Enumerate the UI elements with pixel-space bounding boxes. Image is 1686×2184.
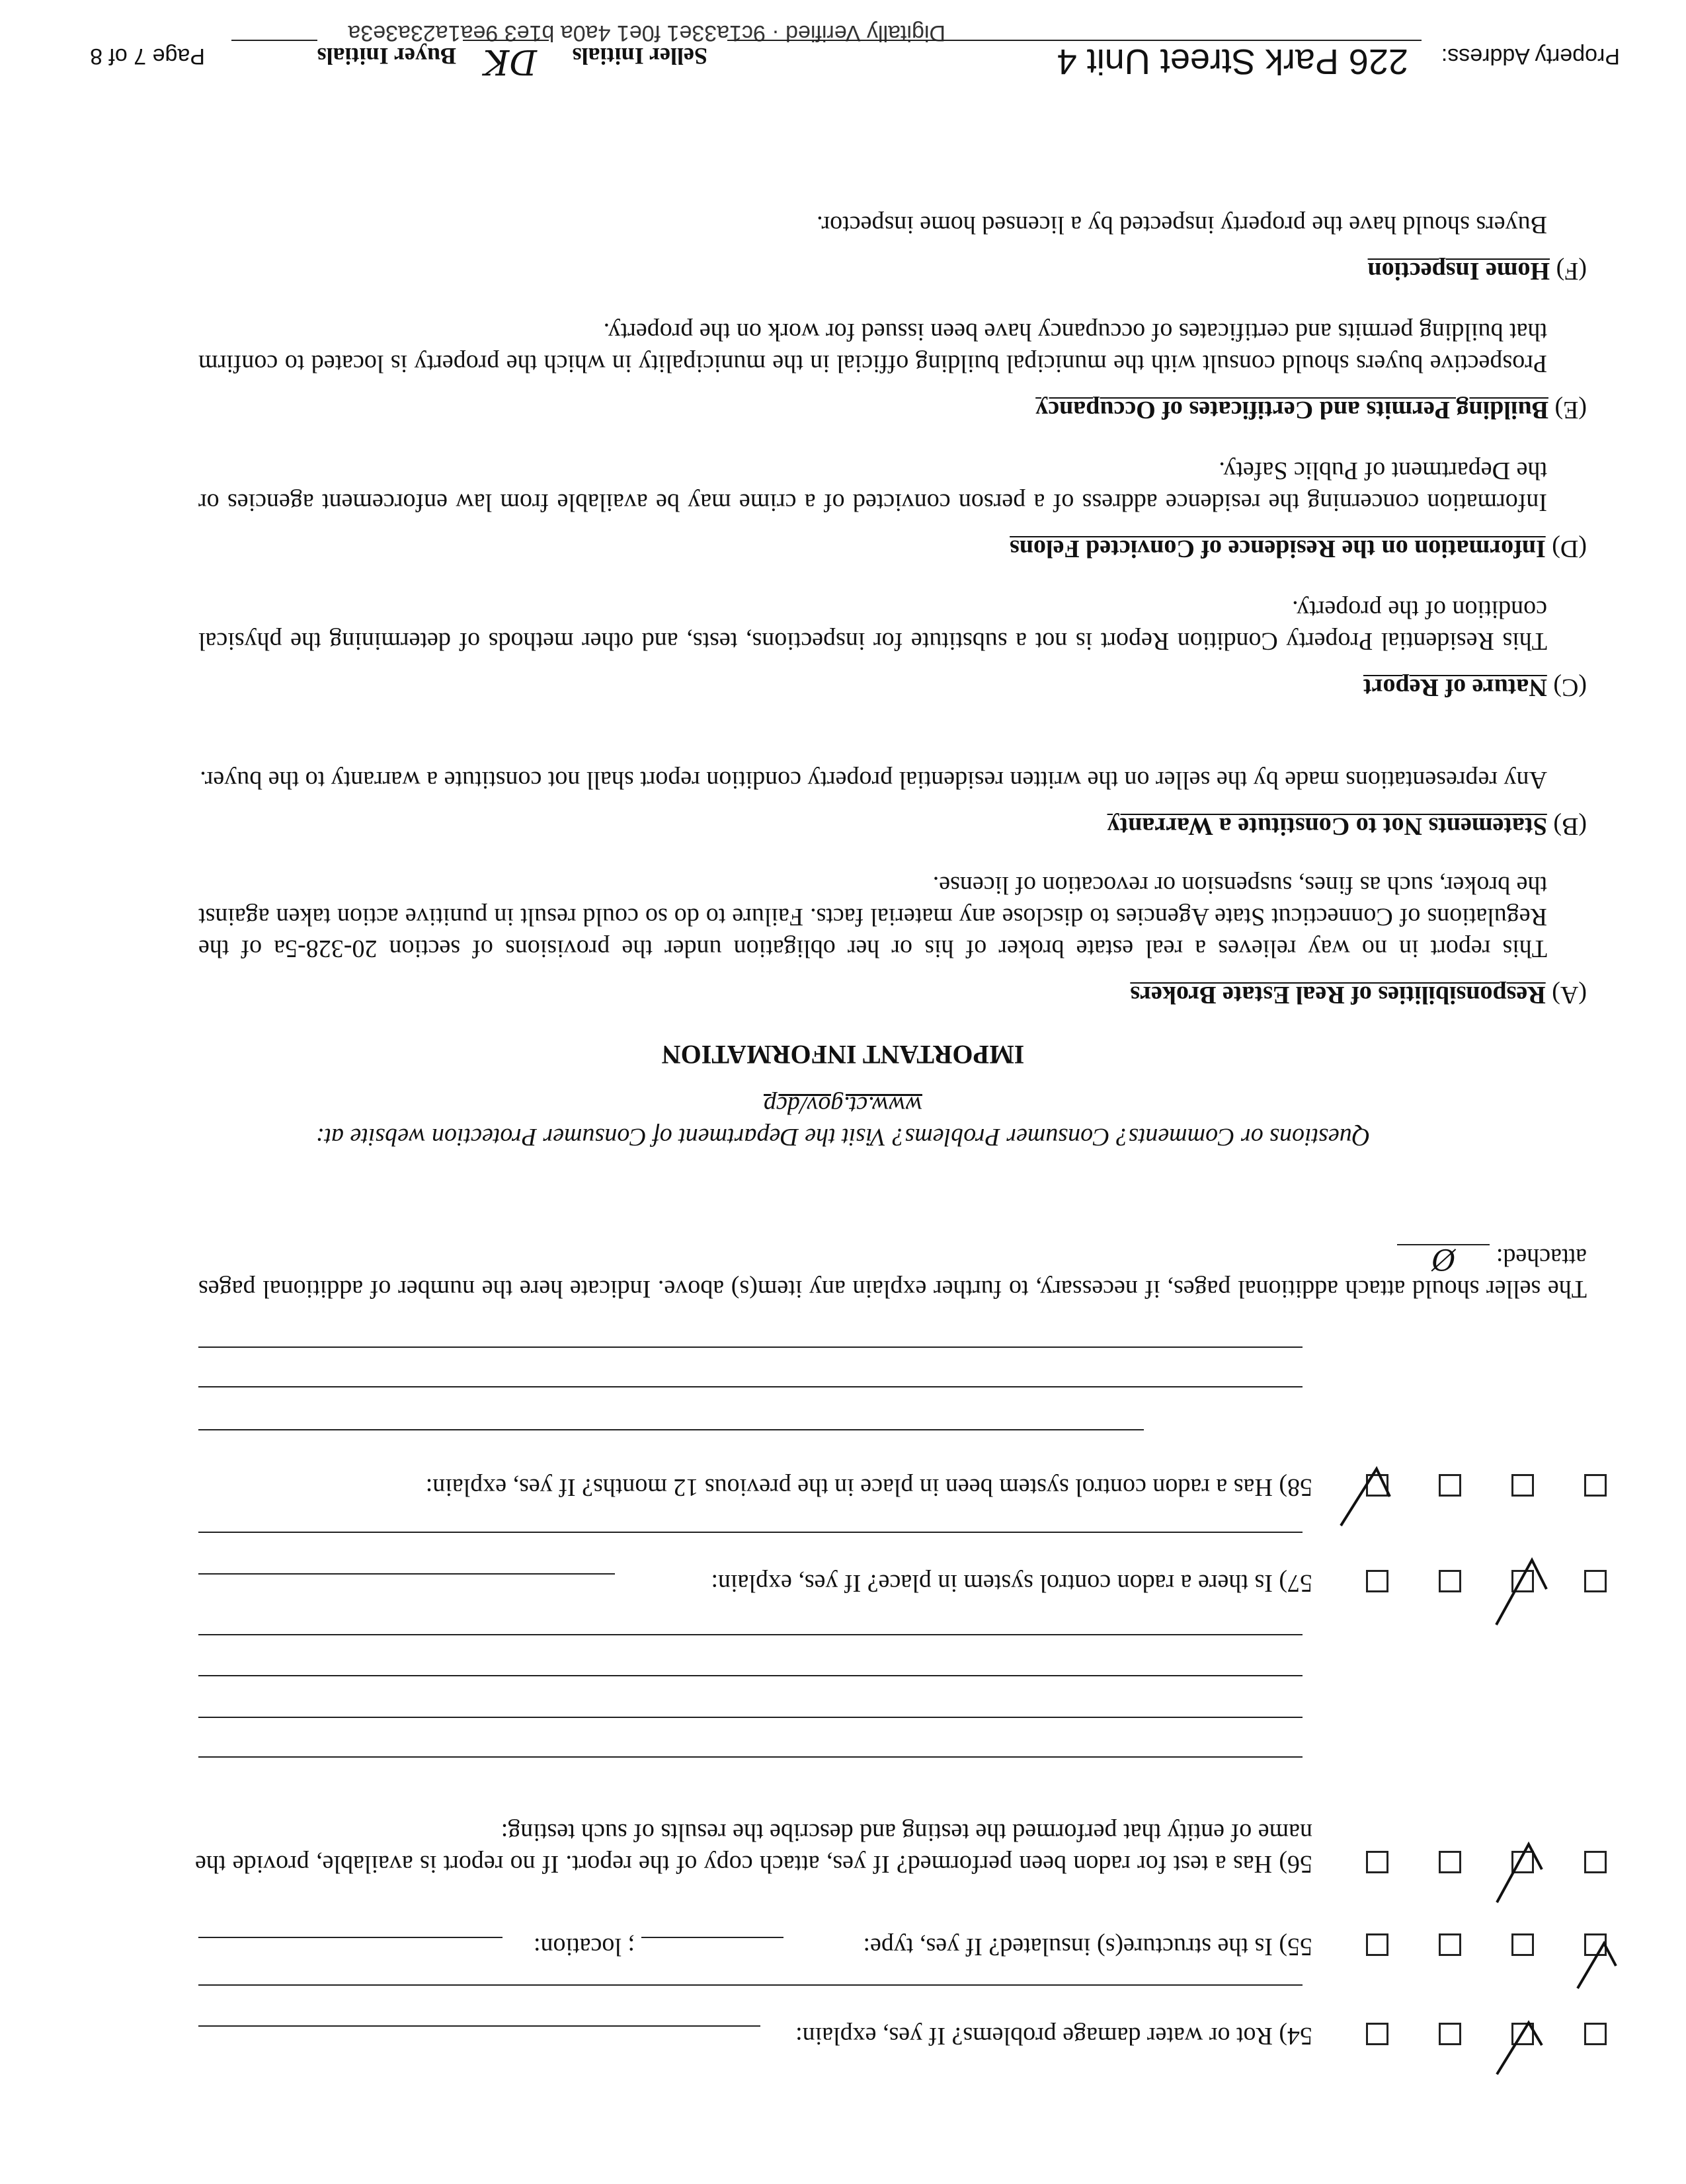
seller-initials-label: Seller Initials [572, 43, 707, 69]
answer-line [198, 1346, 1303, 1348]
checkmark-icon [1493, 2019, 1546, 2078]
section-body: Prospective buyers should consult with the municipal building official in the municipality in which the property is located to confirm that building permits and certificates of occupancy have been issued for work on the property. [198, 318, 1547, 377]
property-address-label: Property Address: [1441, 44, 1620, 69]
section-heading: Responsibilities of Real Estate Brokers [1130, 981, 1546, 1009]
question-text: Is there a radon control system in place? If yes, explain: [711, 1569, 1273, 1597]
question-text: Is the structure(s) insulated? If yes, type: [863, 1933, 1273, 1961]
answer-checkbox-na[interactable] [1366, 1851, 1388, 1873]
answer-checkbox-unknown[interactable] [1439, 2023, 1461, 2045]
question-text: Rot or water damage problems? If yes, explain: [795, 2022, 1273, 2050]
answer-line [198, 1573, 615, 1575]
section-label: (C) [1553, 674, 1587, 701]
answer-line [198, 1634, 1303, 1635]
checkmark-icon [1491, 1556, 1550, 1629]
section-label: (E) [1554, 396, 1587, 424]
question-number: 55) [1279, 1933, 1312, 1961]
answer-checkbox-unknown[interactable] [1439, 1933, 1461, 1956]
section-label: (B) [1553, 812, 1587, 840]
important-information-title: IMPORTANT INFORMATION [661, 1040, 1025, 1070]
answer-line [198, 1756, 1303, 1758]
answer-line [198, 1386, 1303, 1387]
consumer-protection-link[interactable]: www.ct.gov/dcp [764, 1091, 922, 1119]
checkmark-icon [1574, 1939, 1620, 1992]
answer-checkbox-yes[interactable] [1584, 1851, 1607, 1873]
seller-initials-value: DK [483, 42, 537, 81]
answer-line [198, 2025, 760, 2027]
page-number: Page 7 of 8 [90, 44, 205, 69]
section-body: Buyers should have the property inspected by a licensed home inspector. [817, 211, 1547, 239]
section-heading: Information on the Residence of Convicted Felons [1010, 535, 1546, 563]
answer-checkbox-na[interactable] [1366, 2023, 1388, 2045]
buyer-initials-field[interactable] [231, 40, 317, 82]
section-label: (F) [1556, 257, 1587, 285]
answer-line [198, 1532, 1303, 1533]
checkmark-icon [1336, 1463, 1395, 1530]
question-text: Has a radon control system been in place in the previous 12 months? If yes, explain: [425, 1473, 1273, 1501]
additional-pages-count[interactable]: Ø [1397, 1244, 1490, 1272]
answer-checkbox-yes[interactable] [1584, 1570, 1607, 1592]
checkmark-icon [1493, 1840, 1546, 1906]
section-body: Information concerning the residence address of a person convicted of a crime may be available from law enforcement agencies or the Department of Public Safety. [198, 457, 1547, 516]
answer-checkbox-unknown[interactable] [1439, 1570, 1461, 1592]
section-heading: Building Permits and Certificates of Occupancy [1035, 396, 1548, 424]
answer-checkbox-na[interactable] [1366, 1933, 1388, 1956]
answer-checkbox-no[interactable] [1511, 1933, 1534, 1956]
section-body: This report in no way relieves a real estate broker of his or her obligation under the provisions of section 20-328-5a of the Regulations of Connecticut State Agencies to disclose any material facts. Failure to do so could result in punitive action taken against the broker, such as fines, suspension or revocation of license. [198, 871, 1547, 962]
verification-stamp: Digitally Verified · 9c1a33e1 f0e1 4a0a b1e3 9ea1a23a3e3a [348, 20, 945, 46]
answer-line [641, 1937, 783, 1938]
section-heading: Home Inspection [1367, 257, 1550, 285]
answer-checkbox-unknown[interactable] [1439, 1851, 1461, 1873]
section-heading: Statements Not to Constitute a Warranty [1107, 812, 1547, 840]
buyer-initials-label: Buyer Initials [317, 43, 456, 69]
section-body: This Residential Property Condition Report is not a substitute for inspections, tests, and other methods of determining the physical condition of the property. [198, 596, 1547, 655]
answer-line [198, 1937, 502, 1938]
property-address-value: 226 Park Street Unit 4 [1057, 42, 1408, 81]
question-number: 54) [1279, 2022, 1312, 2050]
question-number: 56) [1279, 1850, 1312, 1878]
answer-checkbox-no[interactable] [1511, 1474, 1534, 1497]
section-heading: Nature of Report [1363, 674, 1547, 701]
section-body: Any representations made by the seller on the written residential property condition report shall not constitute a warranty to the buyer. [200, 766, 1547, 794]
property-address-field[interactable] [727, 40, 1422, 82]
question-number: 58) [1279, 1473, 1312, 1501]
seller-initials-field[interactable] [463, 40, 549, 82]
question-text: Has a test for radon been performed? If yes, attach copy of the report. If no report is available, provide the name of entity that performed the testing and describe the results of such testing: [194, 1818, 1312, 1878]
answer-line [198, 1984, 1303, 1986]
consumer-protection-text: Questions or Comments? Consumer Problems? Visit the Department of Consumer Protection website at: [315, 1123, 1371, 1151]
answer-line [198, 1429, 1144, 1430]
section-label: (A) [1552, 981, 1587, 1009]
answer-checkbox-unknown[interactable] [1439, 1474, 1461, 1497]
additional-pages-text: The seller should attach additional pages, if necessary, to further explain any item(s) above. Indicate here the number of additional pages attached: [198, 1243, 1587, 1303]
answer-checkbox-yes[interactable] [1584, 2023, 1607, 2045]
answer-line [198, 1717, 1303, 1718]
answer-checkbox-yes[interactable] [1584, 1474, 1607, 1497]
answer-line [198, 1675, 1303, 1676]
answer-checkbox-na[interactable] [1366, 1570, 1388, 1592]
question-number: 57) [1279, 1569, 1312, 1597]
additional-pages-note [198, 1241, 1587, 1305]
section-label: (D) [1552, 535, 1587, 563]
location-label: ; location: [533, 1933, 635, 1961]
